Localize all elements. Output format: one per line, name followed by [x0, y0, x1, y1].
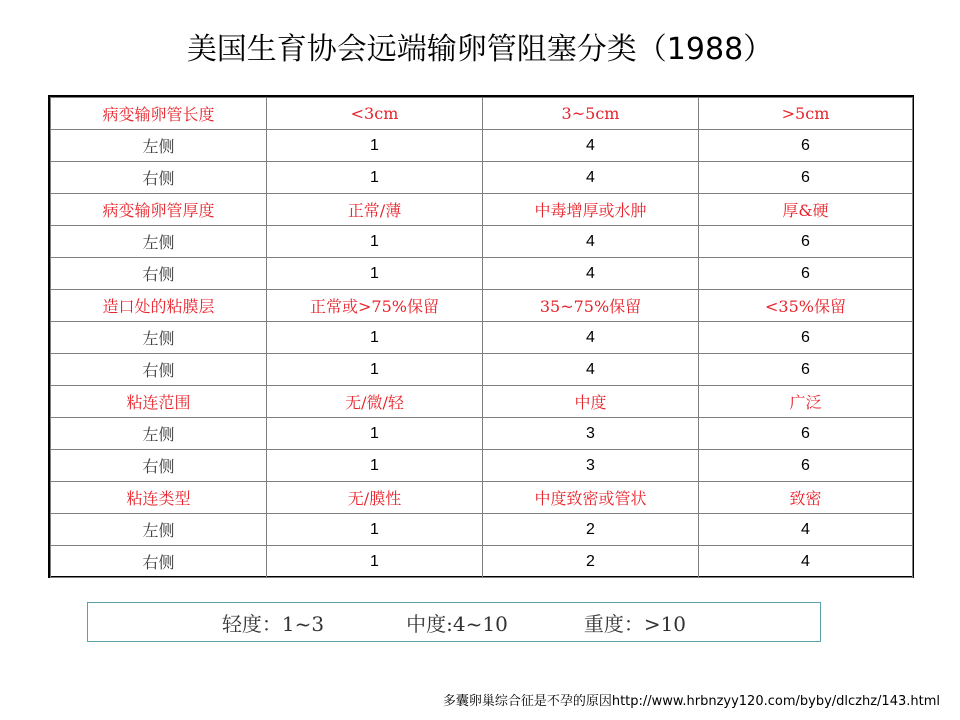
table-cell: 3~5cm	[483, 98, 699, 130]
table-row	[51, 450, 913, 482]
row-label-cell: 左侧	[51, 322, 267, 354]
legend-mild: 轻度：1~3	[221, 611, 325, 636]
row-label-cell: 右侧	[51, 450, 267, 482]
legend-moderate: 中度:4~10	[406, 611, 508, 636]
table-cell: 4	[483, 258, 699, 290]
table-cell: 3	[483, 450, 699, 482]
table-cell: 中度	[483, 386, 699, 418]
table-cell: 35~75%保留	[483, 290, 699, 322]
table-cell: 4	[483, 130, 699, 162]
table-cell: <35%保留	[699, 290, 913, 322]
table-row	[51, 546, 913, 578]
table-cell: 6	[699, 450, 913, 482]
classification-table-frame	[48, 95, 914, 578]
legend-severe: 重度：>10	[583, 611, 687, 636]
table-cell: 6	[699, 418, 913, 450]
table-cell: 1	[267, 354, 483, 386]
table-cell: 6	[699, 130, 913, 162]
table-row	[51, 226, 913, 258]
row-label-cell: 右侧	[51, 162, 267, 194]
row-label-cell: 左侧	[51, 226, 267, 258]
table-cell: 4	[699, 514, 913, 546]
table-cell: 6	[699, 354, 913, 386]
table-row	[51, 322, 913, 354]
table-cell: 致密	[699, 482, 913, 514]
classification-table	[50, 97, 913, 578]
classification-table-body	[51, 98, 913, 578]
table-cell: 4	[483, 162, 699, 194]
table-cell: 1	[267, 450, 483, 482]
table-cell: 4	[483, 322, 699, 354]
table-row	[51, 130, 913, 162]
table-cell: 中度致密或管状	[483, 482, 699, 514]
table-section-header-row	[51, 290, 913, 322]
table-cell: 2	[483, 514, 699, 546]
table-section-header-row	[51, 482, 913, 514]
table-row	[51, 162, 913, 194]
table-cell: 6	[699, 258, 913, 290]
table-row	[51, 354, 913, 386]
row-label-cell: 左侧	[51, 130, 267, 162]
table-row	[51, 258, 913, 290]
table-row	[51, 514, 913, 546]
table-cell: 正常或>75%保留	[267, 290, 483, 322]
row-label-cell: 造口处的粘膜层	[51, 290, 267, 322]
table-cell: 4	[483, 354, 699, 386]
row-label-cell: 粘连范围	[51, 386, 267, 418]
table-cell: 1	[267, 322, 483, 354]
table-cell: 6	[699, 226, 913, 258]
row-label-cell: 右侧	[51, 546, 267, 578]
severity-legend	[87, 602, 821, 642]
table-cell: 4	[699, 546, 913, 578]
row-label-cell: 右侧	[51, 354, 267, 386]
row-label-cell: 病变输卵管厚度	[51, 194, 267, 226]
table-cell: 1	[267, 514, 483, 546]
table-cell: 1	[267, 418, 483, 450]
table-cell: 1	[267, 226, 483, 258]
table-section-header-row	[51, 386, 913, 418]
table-cell: 中毒增厚或水肿	[483, 194, 699, 226]
footer-source-link[interactable]: 多囊卵巢综合征是不孕的原因http://www.hrbnzyy120.com/byby/dlczhz/143.html	[442, 694, 940, 709]
table-cell: 1	[267, 130, 483, 162]
row-label-cell: 左侧	[51, 418, 267, 450]
row-label-cell: 粘连类型	[51, 482, 267, 514]
table-section-header-row	[51, 194, 913, 226]
table-section-header-row	[51, 98, 913, 130]
table-cell: <3cm	[267, 98, 483, 130]
row-label-cell: 左侧	[51, 514, 267, 546]
row-label-cell: 病变输卵管长度	[51, 98, 267, 130]
table-cell: 1	[267, 162, 483, 194]
table-cell: 1	[267, 258, 483, 290]
table-cell: 无/膜性	[267, 482, 483, 514]
table-cell: 2	[483, 546, 699, 578]
table-cell: 3	[483, 418, 699, 450]
table-cell: 4	[483, 226, 699, 258]
table-cell: 厚&硬	[699, 194, 913, 226]
table-cell: 6	[699, 322, 913, 354]
table-cell: 1	[267, 546, 483, 578]
table-row	[51, 418, 913, 450]
row-label-cell: 右侧	[51, 258, 267, 290]
table-cell: 正常/薄	[267, 194, 483, 226]
table-cell: 6	[699, 162, 913, 194]
slide-title: 美国生育协会远端输卵管阻塞分类（1988）	[186, 32, 774, 67]
table-cell: >5cm	[699, 98, 913, 130]
table-cell: 广泛	[699, 386, 913, 418]
table-cell: 无/微/轻	[267, 386, 483, 418]
